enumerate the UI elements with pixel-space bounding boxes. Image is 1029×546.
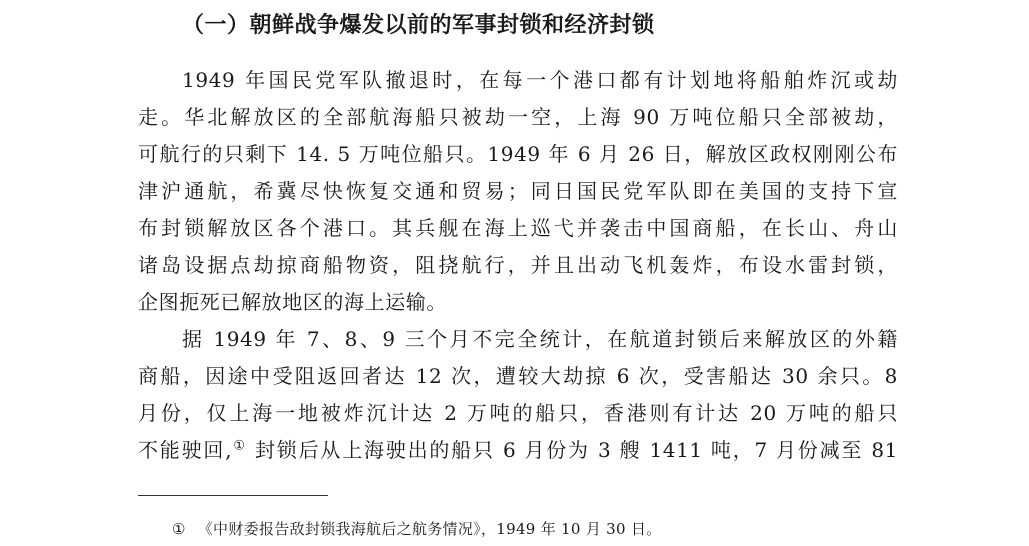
paragraph-2-line-3: 月份，仅上海一地被炸沉计达 2 万吨的船只，香港则有计达 20 万吨的船只 — [138, 401, 898, 425]
footnote-reference-marker[interactable]: ① — [232, 438, 247, 454]
paragraph-1-line-7: 企图扼死已解放地区的海上运输。 — [138, 290, 447, 314]
paragraph-1-line-1: 1949 年国民党军队撤退时，在每一个港口都有计划地将船舶炸沉或劫 — [182, 68, 898, 92]
body-text — [138, 62, 898, 469]
footnote — [172, 518, 662, 540]
paragraph-2-line-1: 据 1949 年 7、8、9 三个月不完全统计，在航道封锁后来解放区的外籍 — [182, 327, 898, 351]
paragraph-1-line-3: 可航行的只剩下 14. 5 万吨位船只。1949 年 6 月 26 日，解放区政权刚刚公布 — [138, 142, 898, 166]
paragraph-1-line-2: 走。华北解放区的全部航海船只被劫一空，上海 90 万吨位船只全部被劫， — [138, 105, 898, 129]
paragraph-2-line-4 — [138, 432, 898, 469]
paragraph-1-line-5: 布封锁解放区各个港口。其兵舰在海上巡弋并袭击中国商船，在长山、舟山 — [138, 216, 898, 240]
paragraph-1-line-4: 津沪通航，希冀尽快恢复交通和贸易；同日国民党军队即在美国的支持下宣 — [138, 179, 898, 203]
paragraph-2-line-2: 商船，因途中受阻返回者达 12 次，遭较大劫掠 6 次，受害船达 30 余只。8 — [138, 364, 898, 388]
paragraph-1-line-6: 诸岛设据点劫掠商船物资，阻挠航行，并且出动飞机轰炸，布设水雷封锁， — [138, 253, 898, 277]
footnote-number: ① — [172, 520, 186, 538]
paragraph-2-line-4-end: 封锁后从上海驶出的船只 6 月份为 3 艘 1411 吨，7 月份减至 81 — [246, 438, 898, 462]
section-heading: （一）朝鲜战争爆发以前的军事封锁和经济封锁 — [182, 13, 655, 38]
paragraph-2-line-4-start: 不能驶回, — [138, 438, 233, 462]
footnote-text: 《中财委报告敌封锁我海航后之航务情况》，1949 年 10 月 30 日。 — [197, 520, 662, 538]
footnote-divider — [138, 495, 328, 496]
